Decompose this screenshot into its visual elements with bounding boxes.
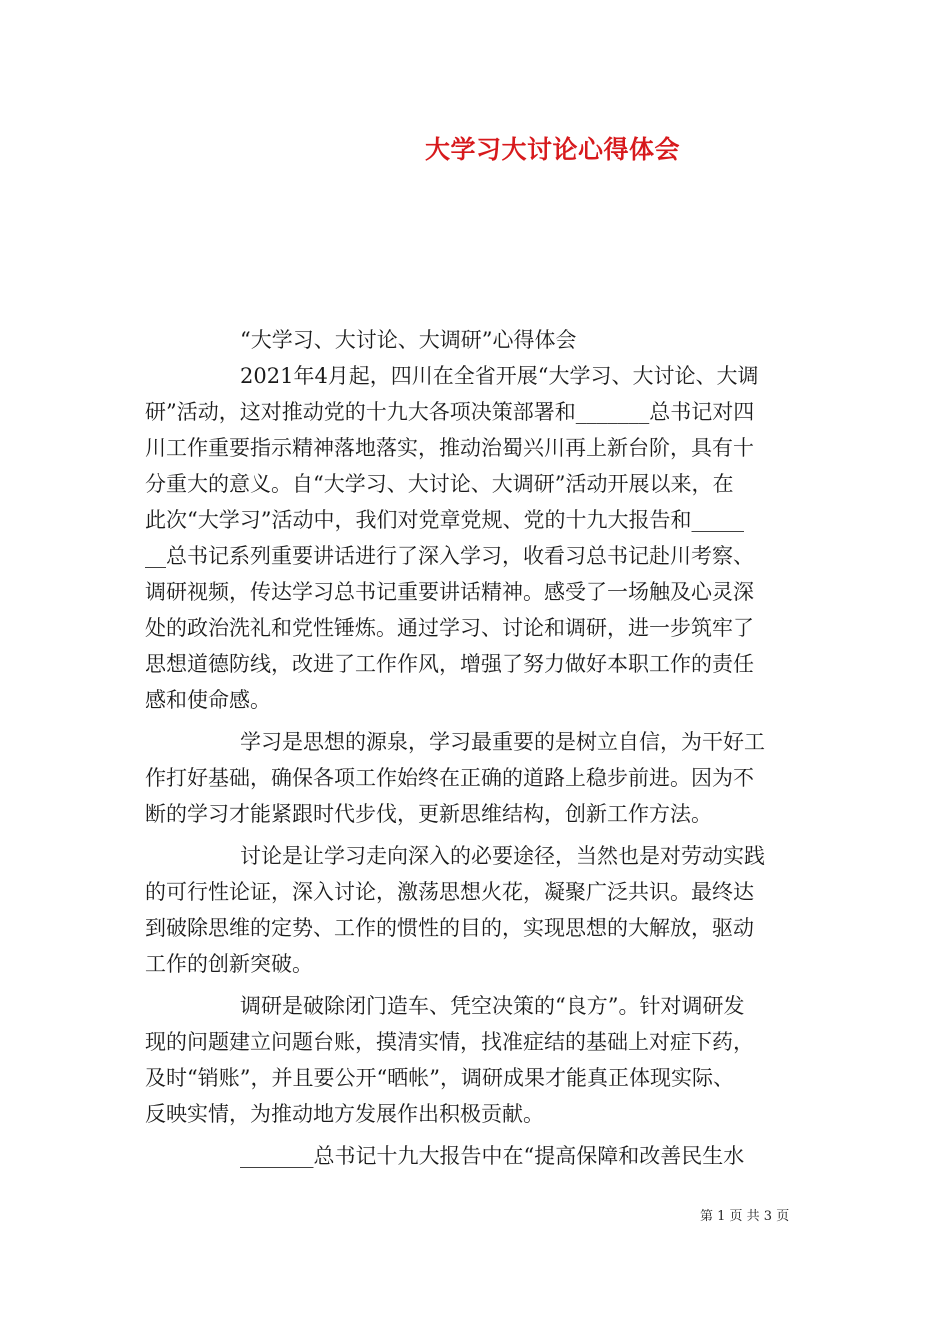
- paragraph-line: 研”活动，这对推动党的十九大各项决策部署和_______总书记对四: [145, 400, 755, 424]
- paragraph-line: 调研是破除闭门造车、凭空决策的“良方”。针对调研发: [240, 994, 745, 1018]
- page-number: 第 1 页 共 3 页: [700, 1209, 790, 1224]
- paragraph-4: [145, 988, 810, 1132]
- document-title: 大学习大讨论心得体会: [424, 135, 680, 164]
- paragraph-5: [145, 1138, 810, 1174]
- paragraph-line: 思想道德防线，改进了工作作风，增强了努力做好本职工作的责任: [145, 652, 754, 676]
- section-subtitle: “大学习、大讨论、大调研”心得体会: [240, 328, 577, 352]
- paragraph-line: 到破除思维的定势、工作的惯性的目的，实现思想的大解放，驱动: [145, 916, 754, 940]
- paragraph-1: [145, 358, 810, 718]
- paragraph-line: 讨论是让学习走向深入的必要途径，当然也是对劳动实践: [240, 844, 765, 868]
- paragraph-line: 2021年4月起，四川在全省开展“大学习、大讨论、大调: [240, 364, 759, 388]
- paragraph-line: 感和使命感。: [145, 688, 271, 712]
- paragraph-3: [145, 838, 810, 982]
- paragraph-line: 学习是思想的源泉，学习最重要的是树立自信，为干好工: [240, 730, 765, 754]
- paragraph-2: [145, 724, 810, 832]
- paragraph-line: 现的问题建立问题台账，摸清实情，找准症结的基础上对症下药，: [145, 1030, 754, 1054]
- paragraph-line: 分重大的意义。自“大学习、大讨论、大调研”活动开展以来，在: [145, 472, 734, 496]
- paragraph-line: __总书记系列重要讲话进行了深入学习，收看习总书记赴川考察、: [145, 544, 754, 568]
- document-body: [145, 322, 810, 1174]
- paragraph-line: 川工作重要指示精神落地落实，推动治蜀兴川再上新台阶，具有十: [145, 436, 754, 460]
- paragraph-line: 断的学习才能紧跟时代步伐，更新思维结构，创新工作方法。: [145, 802, 712, 826]
- paragraph-line: 的可行性论证，深入讨论，激荡思想火花，凝聚广泛共识。最终达: [145, 880, 754, 904]
- paragraph-line: 处的政治洗礼和党性锤炼。通过学习、讨论和调研，进一步筑牢了: [145, 616, 754, 640]
- paragraph-line: 作打好基础，确保各项工作始终在正确的道路上稳步前进。因为不: [145, 766, 754, 790]
- paragraph-line: _______总书记十九大报告中在“提高保障和改善民生水: [240, 1144, 745, 1168]
- paragraph-line: 及时“销账”，并且要公开“晒帐”，调研成果才能真正体现实际、: [145, 1066, 734, 1090]
- paragraph-line: 此次“大学习”活动中，我们对党章党规、党的十九大报告和_____: [145, 508, 744, 532]
- paragraph-line: 调研视频，传达学习总书记重要讲话精神。感受了一场触及心灵深: [145, 580, 754, 604]
- paragraph-line: 反映实情，为推动地方发展作出积极贡献。: [145, 1102, 544, 1126]
- paragraph-line: 工作的创新突破。: [145, 952, 313, 976]
